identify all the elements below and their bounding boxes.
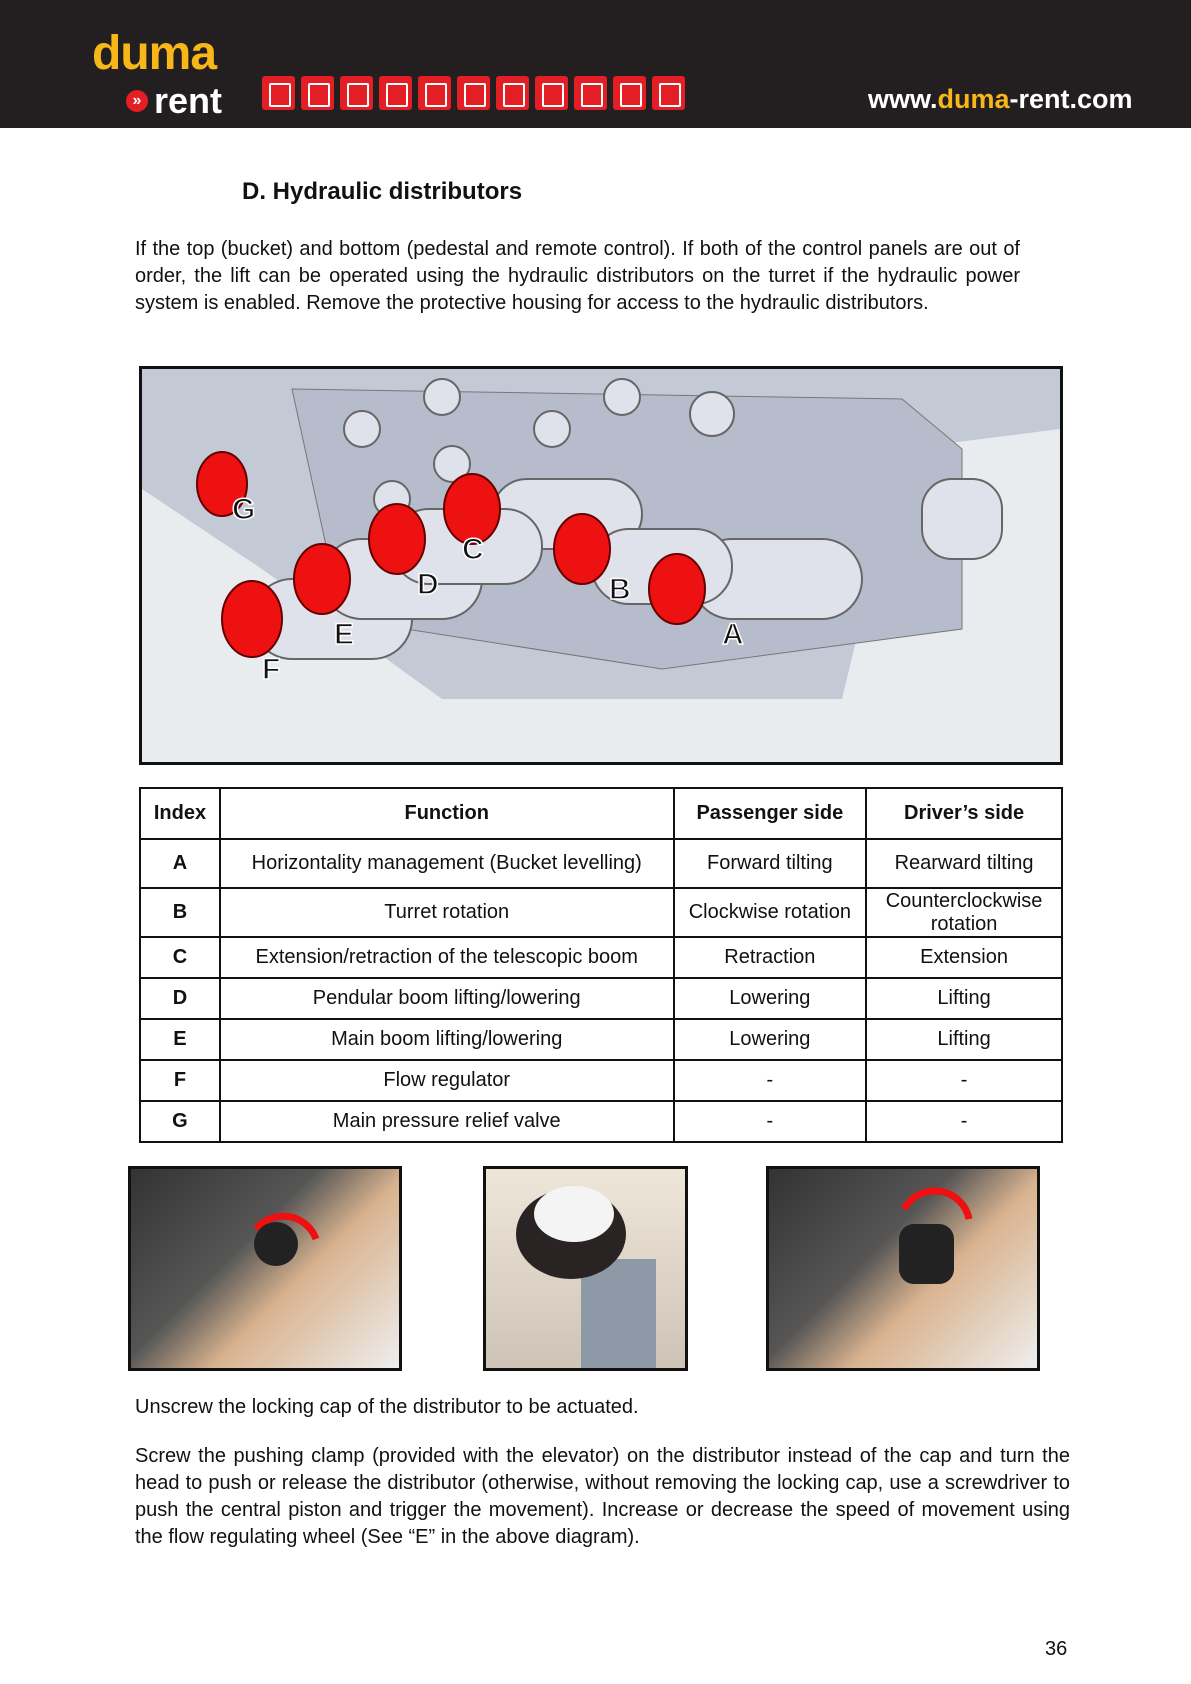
drivers-side-cell: - xyxy=(866,1060,1062,1101)
website-url: www.duma-rent.com xyxy=(868,84,1133,114)
index-cell: E xyxy=(140,1019,220,1060)
function-cell: Main boom lifting/lowering xyxy=(220,1019,674,1060)
forklift-icon xyxy=(301,76,334,110)
table-row xyxy=(140,978,1062,1019)
diagram-label-a: A xyxy=(722,618,744,651)
index-cell: C xyxy=(140,937,220,978)
unscrew-instruction: Unscrew the locking cap of the distributor to be actuated. xyxy=(135,1396,639,1418)
photo-unscrew-cap xyxy=(128,1166,402,1371)
equipment-icons xyxy=(262,76,685,110)
diagram-label-b: B xyxy=(609,573,631,606)
column-header: Passenger side xyxy=(674,788,867,839)
table-row xyxy=(140,1060,1062,1101)
function-cell: Pendular boom lifting/lowering xyxy=(220,978,674,1019)
index-cell: F xyxy=(140,1060,220,1101)
table-row xyxy=(140,839,1062,888)
page-header xyxy=(0,0,1191,128)
distributor-function-table xyxy=(139,787,1063,1143)
passenger-side-cell: Retraction xyxy=(674,937,867,978)
table-row xyxy=(140,888,1062,937)
instructions-paragraph: Screw the pushing clamp (provided with the elevator) on the distributor instead of the cap and turn the head to push or release the distributor (otherwise, without removing the locking cap, use a screwdriver to push the central piston and trigger the movement). Increase or decrease the speed of movement using the flow regulating wheel (See “E” in the above diagram). xyxy=(135,1445,1070,1548)
index-cell: A xyxy=(140,839,220,888)
table-header-row xyxy=(140,788,1062,839)
scaffold-icon xyxy=(340,76,373,110)
hydraulic-distributor-diagram xyxy=(139,366,1063,765)
photo-pushing-clamp xyxy=(483,1166,688,1371)
diagram-label-g: G xyxy=(232,493,256,526)
boom-lift-icon xyxy=(613,76,646,110)
passenger-side-cell: Clockwise rotation xyxy=(674,888,867,937)
passenger-side-cell: Forward tilting xyxy=(674,839,867,888)
passenger-side-cell: - xyxy=(674,1101,867,1142)
telehandler-icon xyxy=(574,76,607,110)
intro-paragraph: If the top (bucket) and bottom (pedestal and remote control). If both of the control panels are out of order, the lift can be operated using the hydraulic distributors on the turret if the hydraulic power system is enabled. Remove the protective housing for access to the hydraulic distributors. xyxy=(135,238,1020,314)
column-header: Function xyxy=(220,788,674,839)
table-row xyxy=(140,937,1062,978)
logo-arrow-icon: » xyxy=(126,90,148,112)
logo-duma: duma xyxy=(92,27,217,80)
function-cell: Extension/retraction of the telescopic boom xyxy=(220,937,674,978)
index-cell: B xyxy=(140,888,220,937)
drivers-side-cell: Counterclockwise rotation xyxy=(866,888,1062,937)
scissor-lift-icon xyxy=(496,76,529,110)
index-cell: G xyxy=(140,1101,220,1142)
column-header: Driver’s side xyxy=(866,788,1062,839)
trailer-icon xyxy=(652,76,685,110)
diagram-label-c: C xyxy=(462,533,484,566)
function-cell: Flow regulator xyxy=(220,1060,674,1101)
wheel-loader-icon xyxy=(418,76,451,110)
drivers-side-cell: Rearward tilting xyxy=(866,839,1062,888)
table-row xyxy=(140,1101,1062,1142)
passenger-side-cell: Lowering xyxy=(674,1019,867,1060)
section-title: D. Hydraulic distributors xyxy=(242,178,523,205)
photo-turn-head xyxy=(766,1166,1040,1371)
diagram-label-d: D xyxy=(417,568,439,601)
diagram-label-e: E xyxy=(334,618,355,651)
mini-excavator-icon xyxy=(379,76,412,110)
table-row xyxy=(140,1019,1062,1060)
drivers-side-cell: Extension xyxy=(866,937,1062,978)
drivers-side-cell: - xyxy=(866,1101,1062,1142)
function-cell: Turret rotation xyxy=(220,888,674,937)
passenger-side-cell: Lowering xyxy=(674,978,867,1019)
loader-icon xyxy=(262,76,295,110)
drivers-side-cell: Lifting xyxy=(866,978,1062,1019)
passenger-side-cell: - xyxy=(674,1060,867,1101)
page-number: 36 xyxy=(1045,1638,1068,1660)
dumper-icon xyxy=(457,76,490,110)
column-header: Index xyxy=(140,788,220,839)
function-cell: Horizontality management (Bucket levelling) xyxy=(220,839,674,888)
index-cell: D xyxy=(140,978,220,1019)
diagram-label-f: F xyxy=(262,653,281,686)
drivers-side-cell: Lifting xyxy=(866,1019,1062,1060)
function-cell: Main pressure relief valve xyxy=(220,1101,674,1142)
excavator-icon xyxy=(535,76,568,110)
logo-rent: rent xyxy=(154,80,223,121)
